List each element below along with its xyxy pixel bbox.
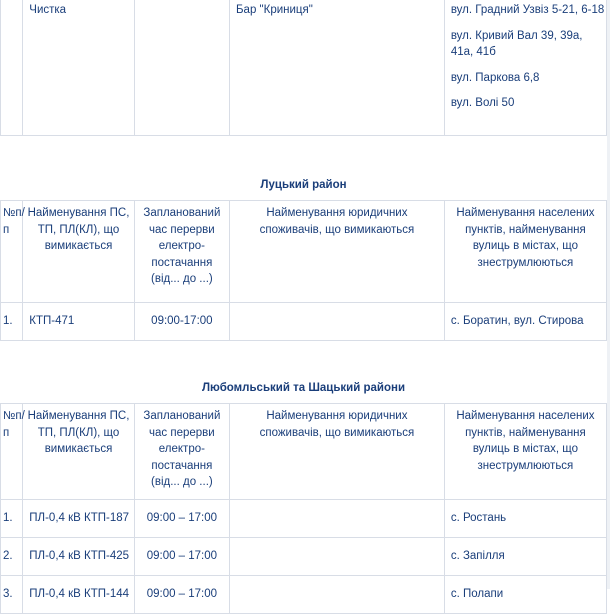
row-time: 09:00 – 17:00 [134,500,229,538]
consumers-cell: Бар "Криниця" [230,0,445,136]
header-time: Запланований час перерви електро-постачання (від... до ...) [134,201,229,303]
table-row [1,500,607,538]
row-name: КТП-471 [23,303,134,341]
header-consumers: Найменування юридичних споживачів, що вимикаються [230,201,445,303]
header-row [1,201,607,303]
section-title-row [1,341,607,404]
header-num: №п/п [1,404,23,500]
time-cell [134,0,229,136]
row-locality: с. Запілля [444,538,606,576]
row-locality: с. Полапи [444,576,606,614]
table-row [1,576,607,614]
name-cell: Чистка [23,0,134,136]
address-line: вул. Волі 50 [450,97,515,109]
row-name: ПЛ-0,4 кВ КТП-187 [23,500,134,538]
locality-cell [444,0,606,136]
num-cell [1,0,23,136]
row-locality: с. Ростань [444,500,606,538]
row-consumers [230,500,445,538]
row-num: 1. [1,303,23,341]
section-title: Любомльський та Шацький райони [1,341,607,404]
table-row [1,0,607,136]
row-num: 1. [1,500,23,538]
row-consumers [230,303,445,341]
header-num: №п/п [1,201,23,303]
row-consumers [230,576,445,614]
address-line: вул. Кривий Вал 39, 39а, 41а, 41б [450,29,583,58]
address-line: вул. Градний Узвіз 5-21, 6-18 [450,4,605,16]
header-name: Найменування ПС, ТП, ПЛ(КЛ), що вимикається [23,201,134,303]
header-consumers: Найменування юридичних споживачів, що вимикаються [230,404,445,500]
header-localities: Найменування населених пунктів, найменування вулиць в містах, що знеструмлюються [444,404,606,500]
table-row [1,303,607,341]
section-title: Луцький район [1,136,607,201]
row-name: ПЛ-0,4 кВ КТП-425 [23,538,134,576]
row-time: 09:00 – 17:00 [134,576,229,614]
row-num: 2. [1,538,23,576]
row-num: 3. [1,576,23,614]
row-time: 09:00-17:00 [134,303,229,341]
section-title-row [1,136,607,201]
address-line: вул. Паркова 6,8 [450,71,540,84]
row-time: 09:00 – 17:00 [134,538,229,576]
header-time: Запланований час перерви електро-постачання (від... до ...) [134,404,229,500]
row-consumers [230,538,445,576]
header-name: Найменування ПС, ТП, ПЛ(КЛ), що вимикається [23,404,134,500]
table-row [1,538,607,576]
row-locality: с. Боратин, вул. Стирова [444,303,606,341]
row-name: ПЛ-0,4 кВ КТП-144 [23,576,134,614]
header-localities: Найменування населених пунктів, найменування вулиць в містах, що знеструмлюються [444,201,606,303]
header-row [1,404,607,500]
